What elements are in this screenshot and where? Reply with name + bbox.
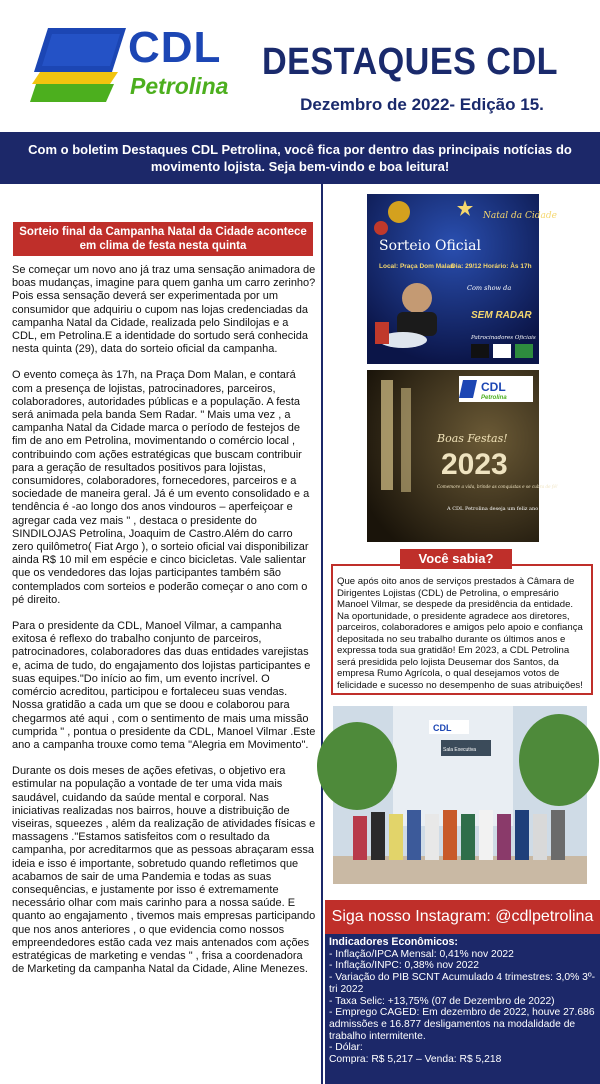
poster2-year: 2023: [441, 448, 508, 481]
indicator-line: - Dólar:: [329, 1042, 363, 1054]
poster1-sponsors: Patrocinadores Oficiais: [471, 335, 536, 341]
intro-banner: Com o boletim Destaques CDL Petrolina, você fica por dentro das principais notícias do movimento lojista. Seja bem-vindo e boa leitura!: [0, 132, 600, 184]
voce-sabia-title: Você sabia?: [400, 549, 512, 569]
santa-icon: [375, 322, 389, 344]
header: [0, 0, 600, 132]
indicators-heading: Indicadores Econômicos:: [329, 936, 458, 948]
poster2-logo: CDL: [481, 380, 506, 394]
boas-festas-poster: [367, 370, 558, 542]
photo-sign: CDL: [433, 723, 452, 733]
indicator-line: - Emprego CAGED: Em dezembro de 2022, houve 27.686 admissões e 16.877 desligamentos na modalidade de trabalho intermitente.: [329, 1007, 595, 1042]
logo-city-text: Petrolina: [130, 73, 229, 99]
poster1-local: Local: Praça Dom Malan: [379, 263, 455, 270]
champagne-glass-icon: [381, 380, 393, 490]
column-divider: [321, 184, 323, 1084]
instagram-banner: Siga nosso Instagram: @cdlpetrolina: [325, 900, 600, 934]
poster2-greeting: Boas Festas!: [437, 432, 508, 445]
article-paragraph: Se começar um novo ano já traz uma sensação animadora de boas mudanças, imagine para quem ganha um carro zerinho? Pois essa sensação deverá ser experimentada por um consumidor que adquiriu o cupom nas lojas credenciadas da campanha Natal da Cidade, realizada pelo Sindilojas e a CDL, em Petrolina.E a identidade do sortudo será conhecida nesta quinta (29), data do sorteio oficial da campanha.: [12, 264, 316, 356]
sorteio-poster-art: [367, 194, 557, 364]
poster2-tagline: Comemore a vida, brinde as conquistas e se cubra de fé!: [437, 484, 558, 489]
cdl-logo-mark-icon: [30, 28, 126, 102]
sorteio-poster: [367, 194, 557, 364]
logo-cdl-text: CDL: [128, 23, 222, 72]
champagne-glass-icon: [401, 388, 411, 492]
boas-festas-poster-art: [367, 370, 558, 542]
edition-subtitle: Dezembro de 2022- Edição 15.: [300, 95, 544, 114]
indicator-line: - Taxa Selic: +13,75% (07 de Dezembro de 2022): [329, 995, 555, 1007]
indicator-line: - Variação do PIB SCNT Acumulado 4 trimestres: 3,0% 3º- tri 2022: [329, 972, 596, 995]
group-photo-art: [333, 706, 587, 884]
poster1-brand: Natal da Cidade: [483, 211, 557, 221]
tree-icon: [519, 714, 599, 806]
indicator-line: - Inflação/IPCA Mensal: 0,41% nov 2022: [329, 948, 514, 960]
poster1-date: Dia: 29/12 Horário: Às 17h: [451, 263, 532, 270]
cdl-logo: [30, 24, 235, 106]
indicator-line: Compra: R$ 5,217 – Venda: R$ 5,218: [329, 1054, 502, 1066]
page-title: DESTAQUES CDL: [262, 41, 558, 83]
article-body: [12, 264, 316, 989]
indicator-line: - Inflação/INPC: 0,38% nov 2022: [329, 960, 479, 972]
article-paragraph: Para o presidente da CDL, Manoel Vilmar, a campanha exitosa é reflexo do trabalho conjunto de parceiros, patrocinadores, colaboradores das duas entidades varejistas e, acima de tudo, do engajamento dos lojistas participantes e suas equipes."Do início ao fim, um evento incrível. O comércio acreditou, participou e fortaleceu suas vendas. Nossa gratidão a cada um que se doou e colaborou para chegarmos até aqui , com o sentimento de mais uma missão cumprida " , pontua o presidente da CDL, Manoel Vilmar .Este ano a campanha trouxe como tema "Alegria em Movimento".: [12, 620, 316, 751]
ornament-icon: [388, 201, 410, 223]
article-paragraph: Durante os dois meses de ações efetivas, o objetivo era estimular na população a vontade de ter uma vida mais saudável, cuidando da saúde mental e corporal. Nas iniciativas realizadas nos bairros, houve a distribuição de viseiras, squeezes , além da realização de atividades físicas e massagens ."Estamos satisfeitos com o resultado da campanha, por acreditarmos que as pessoas abraçaram essa ideia e isso é importante, sobretudo quando refletimos que acabamos de sair de uma Pandemia e todas as suas consequências, e justamente por isso é extremamente necessário olhar com mais carinho para a nossa saúde. E quanto ao engajamento , tivemos mais empresas participando que nos anos anteriores , o que evidencia como nossos empreendedores estão cada vez mais antenados com ações estratégicas de marketing e vendas " , frisa a coordenadora de Marketing da campanha Natal da Cidade, Aline Menezes.: [12, 765, 316, 976]
article-paragraph: O evento começa às 17h, na Praça Dom Malan, e contará com a presença de lojistas, patrocinadores, parceiros, colaboradores, autoridades públicas e a população. A festa será animada pela banda Sem Radar. " Mais uma vez , a campanha Natal da Cidade marca o período de festejos de fim de ano em Petrolina, movimentando o comércio local , contribuindo com ações estratégicas que buscam contribuir para a geração de resultados positivos para lojistas, consumidores, colaboradores, fornecedores, parceiros e a sociedade de maneira geral. Já é um evento consolidado e a tendência é -ao longo dos anos vindouros – aperfeiçoar e agregar cada vez mais " , destaca o presidente do SINDILOJAS Petrolina, Joaquim de Castro.Além do carro zero quilômetro( Fiat Argo ), o sorteio oficial vai disponibilizar ainda R$ 10 mil em espécie e cinco bicicletas. Vale salientar que os vendedores das lojas participantes também são contemplados com sorteios e poderão começar o ano com o pé direito.: [12, 369, 310, 606]
ornament-icon: [374, 221, 388, 235]
singer-photo-icon: [402, 283, 432, 313]
article-headline: Sorteio final da Campanha Natal da Cidade acontece em clima de festa nesta quinta: [13, 222, 313, 256]
poster1-show: Com show da: [467, 284, 512, 292]
voce-sabia-box: Que após oito anos de serviços prestados à Câmara de Dirigentes Lojistas (CDL) de Petrolina, o empresário Manoel Vilmar, se despede da presidência da entidade. Na oportunidade, o presidente agradece aos diretores, parceiros, colaboradores e amigos pelo apoio e confiança depositada no seu trabalho durante os últimos anos e expressa toda sua gratidão! Em 2023, a CDL Petrolina será presidida pelo lojista Deusemar dos Santos, da empresa Rumo Agrícola, o qual desejamos votos de felicidade e sucesso no desempenho de suas atribuições!: [331, 564, 593, 695]
poster2-message: A CDL Petrolina deseja um feliz ano novo.: [447, 506, 554, 512]
poster2-logo-sub: Petrolina: [481, 395, 507, 401]
poster1-band: SEM RADAR: [471, 310, 532, 321]
group-photo: [333, 706, 587, 884]
tree-icon: [317, 722, 397, 810]
economic-indicators: [325, 934, 600, 1084]
poster1-heading: Sorteio Oficial: [379, 238, 481, 254]
photo-building-sign: Sala Executiva: [443, 747, 477, 753]
